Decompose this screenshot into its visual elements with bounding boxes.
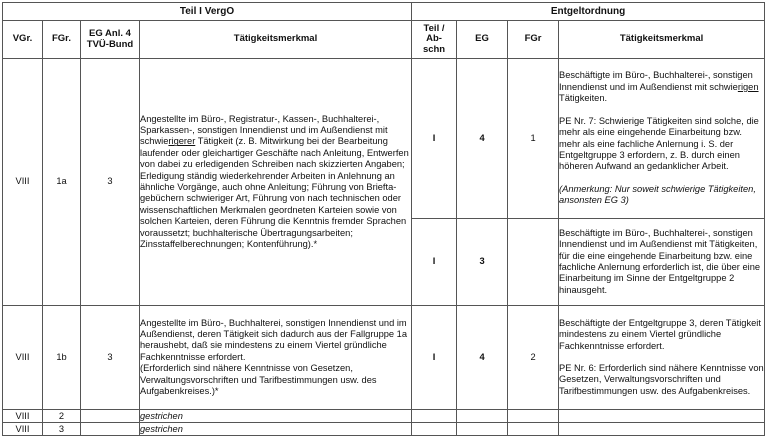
row-1a-e1-merkmal-underlined: rigen (737, 81, 759, 92)
row-3-entgelt-merkmal (559, 423, 765, 436)
row-1a-e1-pe: PE Nr. 7: Schwierige Tätigkeiten sind solche, die mehr als eine eingehende Einarbeitung bzw. mehr als eine fachliche Anlernung i. S. der Entgeltgruppe 3 erfordern, z. B. durch einen höheren Aufwand an gedanklicher Arbeit. (559, 115, 759, 172)
row-1a-e2-teil: I (412, 219, 457, 306)
row-2-eg-anl (81, 410, 140, 423)
column-header-teil-line2: Ab- (426, 33, 442, 45)
row-1a-e1-note: (Anmerkung: Nur soweit schwierige Tätigkeiten, ansonsten EG 3) (559, 183, 756, 206)
row-1a-e2-fgr (508, 219, 559, 306)
row-2-vgr: VIII (3, 410, 43, 423)
row-3-fgr: 3 (43, 423, 81, 436)
row-3-eg (457, 423, 508, 436)
row-3-teil (412, 423, 457, 436)
row-1a-e1-eg: 4 (457, 59, 508, 219)
section-header-teil1: Teil I VergO (3, 3, 412, 21)
row-1b-fgr: 1b (43, 306, 81, 410)
row-1a-e1-merkmal-text (559, 70, 764, 104)
row-2-fgr-right (508, 410, 559, 423)
column-header-eg-anl (81, 21, 140, 59)
row-1b-merkmal-p2: (Erforderlich sind nähere Kenntnisse von Gesetzen, Verwaltungsvorschriften und Tarifbestimmungen usw. des Aufgabenkreises.)* (140, 363, 377, 397)
row-1b-merkmal-p1: Angestellte im Büro-, Buchhalterei, sonstigen Innendienst und im Außendienst, deren Tätigkeit sich dadurch aus der Fallgruppe 1a heraushebt, daß sie mindestens zu einem Viertel gründliche Fachkenntnisse erfordert. (140, 317, 408, 362)
table-row (3, 59, 765, 219)
column-header-teil (412, 21, 457, 59)
row-1b-merkmal (140, 306, 412, 410)
row-2-teil (412, 410, 457, 423)
column-header-eg: EG (457, 21, 508, 59)
row-1a-e1-merkmal (559, 59, 765, 219)
row-1b-vgr: VIII (3, 306, 43, 410)
column-header-teil-line1: Teil / (423, 22, 445, 34)
row-1a-e2-eg: 3 (457, 219, 508, 306)
row-1b-entgelt-merkmal (559, 306, 765, 410)
row-2-merkmal: gestrichen (140, 410, 412, 423)
row-1a-e2-merkmal-text: Beschäftigte im Büro-, Buchhalterei-, sonstigen Innendienst und im Außendienst mit Tätigkeiten, für die eine eingehende Einarbeitung bzw. eine fachliche Anlernung erforderlich ist, die über eine Einarbeitung im Sinne der Entgeltgruppe 2 hinausgeht. (559, 227, 761, 295)
column-header-eg-anl-line1: EG Anl. 4 (89, 28, 131, 39)
vergo-entgelt-table (2, 2, 765, 436)
column-header-fgr-right: FGr (508, 21, 559, 59)
row-3-eg-anl (81, 423, 140, 436)
row-1a-e1-merkmal-post: Tätigkeiten. (559, 93, 608, 104)
row-1a-fgr: 1a (43, 59, 81, 306)
column-header-eg-anl-line2: TVÜ-Bund (86, 38, 134, 50)
column-header-taetigkeit-right: Tätigkeitsmerkmal (559, 21, 765, 59)
row-1b-eg-anl: 3 (81, 306, 140, 410)
row-1a-e1-teil: I (412, 59, 457, 219)
row-1a-e1-merkmal-pre: Beschäftigte im Büro-, Buchhalterei-, sonstigen Innendienst und im Außendienst mit schwie (559, 70, 753, 92)
row-1a-merkmal-post: Tätigkeit (z. B. Mitwirkung bei der Bearbeitung laufender oder gleichartiger Geschäfte nach Anleitung, Entwerfen von dabei zu erledigenden Schreiben nach skizzierten Angaben; Erledigung ständig wiederkehrender Arbeiten in Anlehnung an ähnliche Vorgänge, auch ohne Anleitung; Führung von Brieftagebüchern schwieriger Art, Führung von nach technischen oder wissenschaftlichen Merkmalen geordneten Karteien sowie von solchen Karteien, deren Führung die Kenntnis fremder Sprachen voraussetzt; buchhalterische Übertragungsarbeiten; Zinsstaffelberechnungen; Kontenführung).* (140, 136, 409, 250)
row-1a-merkmal-pre: Angestellte im Büro-, Registratur-, Kassen-, Buchhalterei-, Sparkassen-, sonstigen Innendienst und im Außendienst mit schwie (140, 113, 388, 147)
column-header-teil-line3: schn (422, 43, 446, 55)
section-header-entgeltordnung: Entgeltordnung (412, 3, 765, 21)
column-header-vgr: VGr. (3, 21, 43, 59)
table-row (3, 410, 765, 423)
table-row (3, 306, 765, 410)
row-1b-entgelt-merkmal-text: Beschäftigte der Entgeltgruppe 3, deren Tätigkeit mindestens zu einem Viertel gründliche Fachkenntnisse erfordert. (559, 317, 761, 351)
row-1b-eg: 4 (457, 306, 508, 410)
row-1b-teil: I (412, 306, 457, 410)
column-header-taetigkeit-left: Tätigkeitsmerkmal (140, 21, 412, 59)
row-1a-e2-merkmal (559, 219, 765, 306)
column-header-fgr: FGr. (43, 21, 81, 59)
row-2-entgelt-merkmal (559, 410, 765, 423)
row-1a-eg-anl: 3 (81, 59, 140, 306)
table-row (3, 423, 765, 436)
row-3-fgr-right (508, 423, 559, 436)
row-1b-fgr-right: 2 (508, 306, 559, 410)
row-1b-entgelt-pe: PE Nr. 6: Erforderlich sind nähere Kenntnisse von Gesetzen, Verwaltungsvorschriften und Tarifbestimmungen usw. des Aufgabenkreises. (559, 363, 764, 396)
row-2-fgr: 2 (43, 410, 81, 423)
row-1a-merkmal-underlined: rigerer (168, 136, 196, 147)
row-1a-vgr: VIII (3, 59, 43, 306)
row-3-merkmal: gestrichen (140, 423, 412, 436)
row-2-eg (457, 410, 508, 423)
row-1a-merkmal-text (140, 114, 411, 251)
row-1a-merkmal (140, 59, 412, 306)
row-1a-e1-fgr: 1 (508, 59, 559, 219)
row-3-vgr: VIII (3, 423, 43, 436)
